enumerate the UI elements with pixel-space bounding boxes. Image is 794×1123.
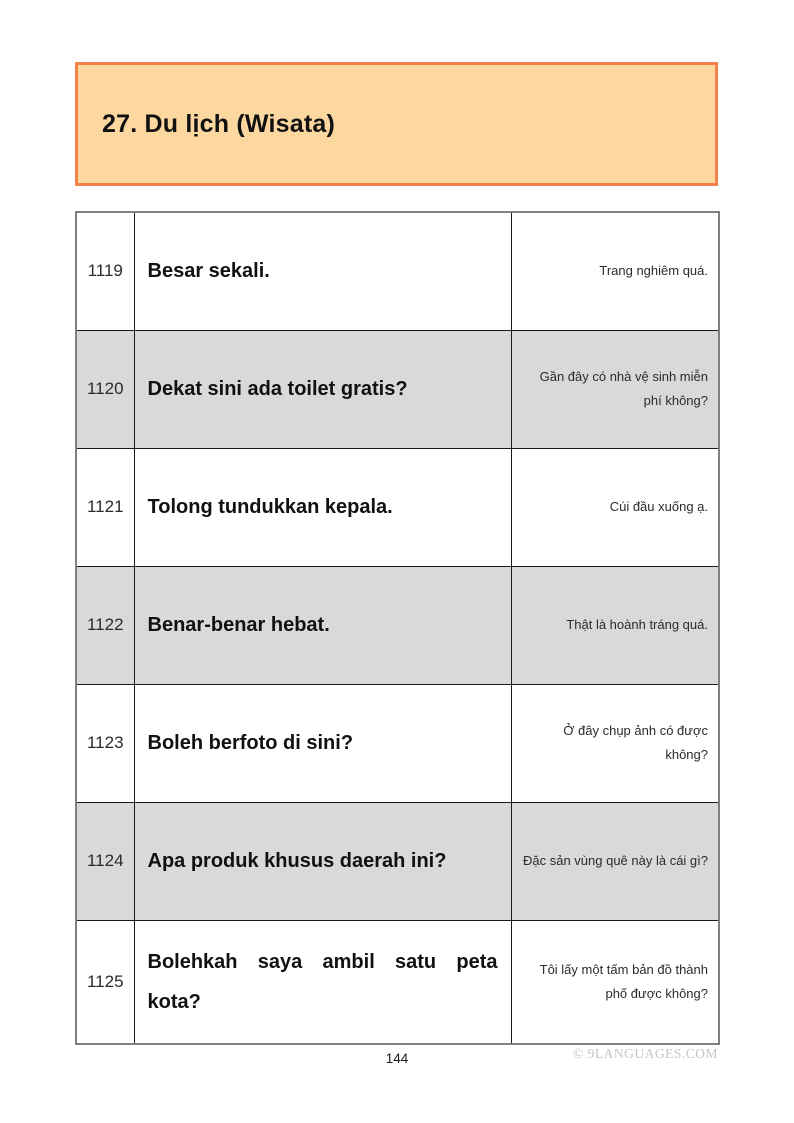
row-number: 1124	[76, 802, 134, 920]
phrase-indonesian: Besar sekali.	[134, 212, 511, 330]
row-number: 1120	[76, 330, 134, 448]
row-number: 1119	[76, 212, 134, 330]
page-number: 144	[385, 1051, 409, 1066]
phrase-indonesian: Benar-benar hebat.	[134, 566, 511, 684]
row-number: 1125	[76, 920, 134, 1044]
phrase-indonesian: Dekat sini ada toilet gratis?	[134, 330, 511, 448]
phrase-table	[75, 211, 720, 1045]
table-row	[76, 330, 719, 448]
watermark: © 9LANGUAGES.COM	[572, 1046, 718, 1061]
translation-vietnamese: Gần đây có nhà vệ sinh miễn phí không?	[511, 330, 719, 448]
translation-vietnamese: Ở đây chụp ảnh có được không?	[511, 684, 719, 802]
translation-vietnamese: Trang nghiêm quá.	[511, 212, 719, 330]
translation-vietnamese: Tôi lấy một tấm bản đồ thành phố được không?	[511, 920, 719, 1044]
table-row	[76, 566, 719, 684]
phrase-indonesian: Apa produk khusus daerah ini?	[134, 802, 511, 920]
table-row	[76, 212, 719, 330]
table-row	[76, 684, 719, 802]
table-row	[76, 448, 719, 566]
chapter-header-box	[75, 62, 718, 186]
table-row	[76, 920, 719, 1044]
chapter-title: 27. Du lịch (Wisata)	[102, 109, 335, 138]
phrase-indonesian: Boleh berfoto di sini?	[134, 684, 511, 802]
translation-vietnamese: Cúi đầu xuống ạ.	[511, 448, 719, 566]
translation-vietnamese: Đặc sản vùng quê này là cái gì?	[511, 802, 719, 920]
phrase-indonesian: Bolehkah saya ambil satu peta kota?	[134, 920, 511, 1044]
row-number: 1121	[76, 448, 134, 566]
translation-vietnamese: Thật là hoành tráng quá.	[511, 566, 719, 684]
row-number: 1122	[76, 566, 134, 684]
phrase-indonesian: Tolong tundukkan kepala.	[134, 448, 511, 566]
table-row	[76, 802, 719, 920]
row-number: 1123	[76, 684, 134, 802]
